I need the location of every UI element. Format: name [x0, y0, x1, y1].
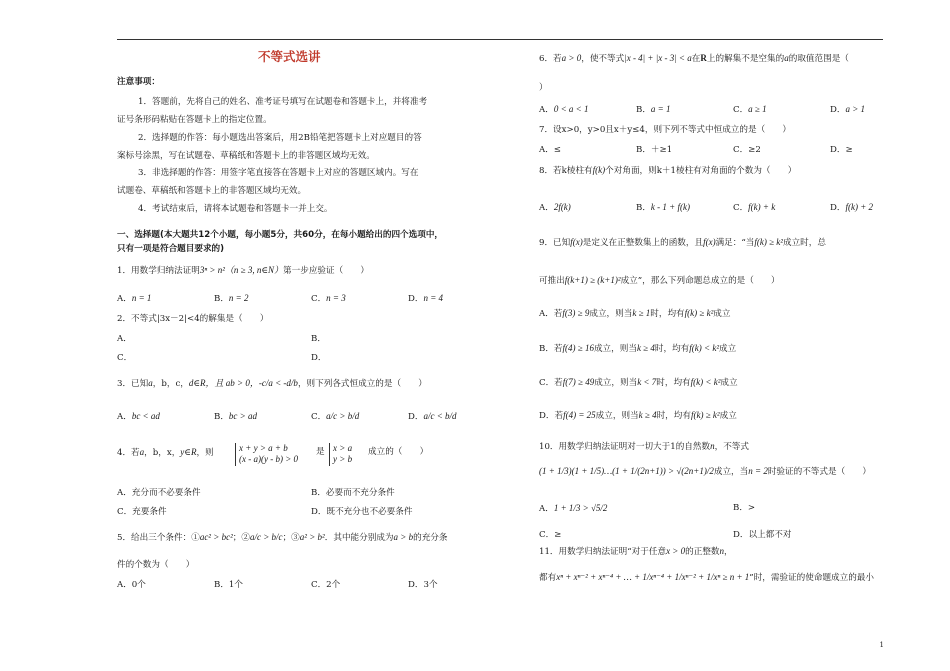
q7-option-d[interactable]: D．≥ — [830, 145, 853, 155]
q4-system-2: x > a y > b — [329, 443, 352, 466]
q1-option-a[interactable]: A．n = 1 — [117, 293, 152, 304]
question-10-line2: (1 + 1/3)(1 + 1/5)…(1 + 1/(2n+1)) > √(2n+1)/2成立，当n = 2时验证的不等式是（ ） — [539, 466, 871, 477]
q6-option-d[interactable]: D．a > 1 — [830, 104, 866, 115]
q9-option-b[interactable]: B．若f(4) ≥ 16成立，则当k ≥ 4时，均有f(k) < k²成立 — [539, 343, 737, 354]
q1-option-b[interactable]: B．n = 2 — [214, 293, 249, 304]
page-number: 1 — [879, 641, 884, 649]
question-8-stem: 8．若k棱柱有f(k)个对角面，则k＋1棱柱有对角面的个数为（ ） — [539, 165, 797, 176]
q2-option-b[interactable]: B． — [311, 334, 326, 344]
left-column — [117, 0, 487, 671]
q8-option-c[interactable]: C．f(k) + k — [733, 202, 776, 213]
question-9-stem: 9．已知f(x)是定义在正整数集上的函数，且f(x)满足：“当f(k) ≥ k²成立时，总 — [539, 237, 826, 248]
note-3b: 试题卷、草稿纸和答题卡上的非答题区域均无效。 — [117, 186, 307, 196]
q3-option-a[interactable]: A．bc < ad — [117, 411, 160, 422]
question-11-line2: 都有xⁿ + xⁿ⁻² + xⁿ⁻⁴ + … + 1/xⁿ⁻⁴ + 1/xⁿ⁻² + 1/xⁿ ≥ n + 1”时，需验证的使命题成立的最小 — [539, 572, 875, 583]
q5-option-c[interactable]: C．2个 — [311, 580, 341, 590]
q4-system-1: x + y > a + b (x - a)(y - b) > 0 — [235, 443, 298, 466]
q5-option-d[interactable]: D．3个 — [408, 580, 438, 590]
note-1a: 1．答题前，先将自己的姓名、准考证号填写在试题卷和答题卡上，并将准考 — [138, 97, 428, 107]
q4-option-b[interactable]: B．必要而不充分条件 — [311, 488, 395, 498]
q10-option-d[interactable]: D．以上都不对 — [733, 530, 792, 540]
notes-heading: 注意事项： — [117, 77, 160, 87]
question-4-stem-b: 成立的（ ） — [368, 447, 429, 457]
q4-option-a[interactable]: A．充分而不必要条件 — [117, 488, 201, 498]
q10-option-c[interactable]: C．≥ — [539, 530, 562, 540]
page-title: 不等式选讲 — [258, 49, 321, 64]
section-heading-2: 只有一项是符合题目要求的) — [117, 244, 225, 254]
q3-option-b[interactable]: B．bc > ad — [214, 411, 257, 422]
q5-option-a[interactable]: A．0个 — [117, 580, 146, 590]
question-3-stem: 3．已知a，b，c，d∈R，且 ab > 0，-c/a < -d/b，则下列各式恒成立的是（ ） — [117, 378, 427, 389]
q8-option-b[interactable]: B．k - 1 + f(k) — [636, 202, 690, 213]
q2-option-a[interactable]: A． — [117, 334, 132, 344]
question-6-stem: 6．若a > 0，使不等式|x - 4| + |x - 3| < a在R上的解集不是空集的a的取值范围是（ — [539, 53, 849, 64]
q2-option-d[interactable]: D． — [311, 353, 327, 363]
note-3a: 3．非选择题的作答：用签字笔直接答在答题卡上对应的答题区域内。写在 — [138, 168, 419, 178]
note-2b: 案标号涂黑，写在试题卷、草稿纸和答题卡上的非答题区域均无效。 — [117, 151, 375, 161]
question-10-stem: 10．用数学归纳法证明对一切大于1的自然数n，不等式 — [539, 441, 749, 452]
note-4: 4．考试结束后，请将本试题卷和答题卡一并上交。 — [138, 204, 333, 214]
note-2a: 2．选择题的作答：每小题选出答案后，用2B铅笔把答题卡上对应题目的答 — [138, 133, 422, 143]
question-6-close: ） — [539, 83, 548, 93]
question-11-stem: 11．用数学归纳法证明“对于任意x > 0的正整数n， — [539, 546, 733, 557]
question-1-stem: 1．用数学归纳法证明3ⁿ > n²（n ≥ 3, n∈N）第一步应验证（ ） — [117, 265, 369, 276]
q4-option-d[interactable]: D．既不充分也不必要条件 — [311, 507, 413, 517]
q6-option-a[interactable]: A．0 < a < 1 — [539, 104, 589, 115]
q7-option-b[interactable]: B．＋≥1 — [636, 145, 673, 155]
q3-option-d[interactable]: D．a/c < b/d — [408, 411, 457, 422]
q8-option-a[interactable]: A．2f(k) — [539, 202, 571, 213]
q10-option-b[interactable]: B．> — [733, 503, 756, 513]
q1-option-c[interactable]: C．n = 3 — [311, 293, 346, 304]
q7-option-a[interactable]: A．≤ — [539, 145, 562, 155]
question-5-stem: 5．给出三个条件：①ac² > bc²；②a/c > b/c；③a² > b²．其中能分别成为a > b的充分条 — [117, 532, 448, 543]
question-9-line2: 可推出f(k+1) ≥ (k+1)²成立”，那么下列命题总成立的是（ ） — [539, 275, 780, 286]
section-heading-1: 一、选择题(本大题共12个小题，每小题5分，共60分，在每小题给出的四个选项中， — [117, 230, 444, 240]
q2-option-c[interactable]: C． — [117, 353, 133, 363]
q3-option-c[interactable]: C．a/c > b/d — [311, 411, 360, 422]
note-1b: 证号条形码粘贴在答题卡上的指定位置。 — [117, 115, 272, 125]
question-4-stem-a: 4．若a，b，x，y∈R，则 — [117, 447, 214, 458]
q9-option-c[interactable]: C．若f(7) ≥ 49成立，则当k < 7时，均有f(k) < k²成立 — [539, 377, 738, 388]
q1-option-d[interactable]: D．n = 4 — [408, 293, 444, 304]
q4-option-c[interactable]: C．充要条件 — [117, 507, 167, 517]
q9-option-a[interactable]: A．若f(3) ≥ 9成立，则当k ≥ 1时，均有f(k) ≥ k²成立 — [539, 308, 731, 319]
q6-option-b[interactable]: B．a = 1 — [636, 104, 671, 115]
question-2-stem: 2．不等式|3x－2|<4的解集是（ ） — [117, 314, 269, 324]
question-7-stem: 7．设x>0，y>0且x＋y≤4，则下列不等式中恒成立的是（ ） — [539, 125, 791, 135]
q10-option-a[interactable]: A．1 + 1/3 > √5/2 — [539, 503, 608, 514]
q4-connector: 是 — [316, 447, 325, 457]
question-5-line2: 件的个数为（ ） — [117, 560, 195, 570]
q6-option-c[interactable]: C．a ≥ 1 — [733, 104, 767, 115]
q7-option-c[interactable]: C．≥2 — [733, 145, 761, 155]
q8-option-d[interactable]: D．f(k) + 2 — [830, 202, 874, 213]
q5-option-b[interactable]: B．1个 — [214, 580, 243, 590]
right-column — [539, 0, 889, 671]
q9-option-d[interactable]: D．若f(4) = 25成立，则当k ≥ 4时，均有f(k) ≥ k²成立 — [539, 410, 737, 421]
